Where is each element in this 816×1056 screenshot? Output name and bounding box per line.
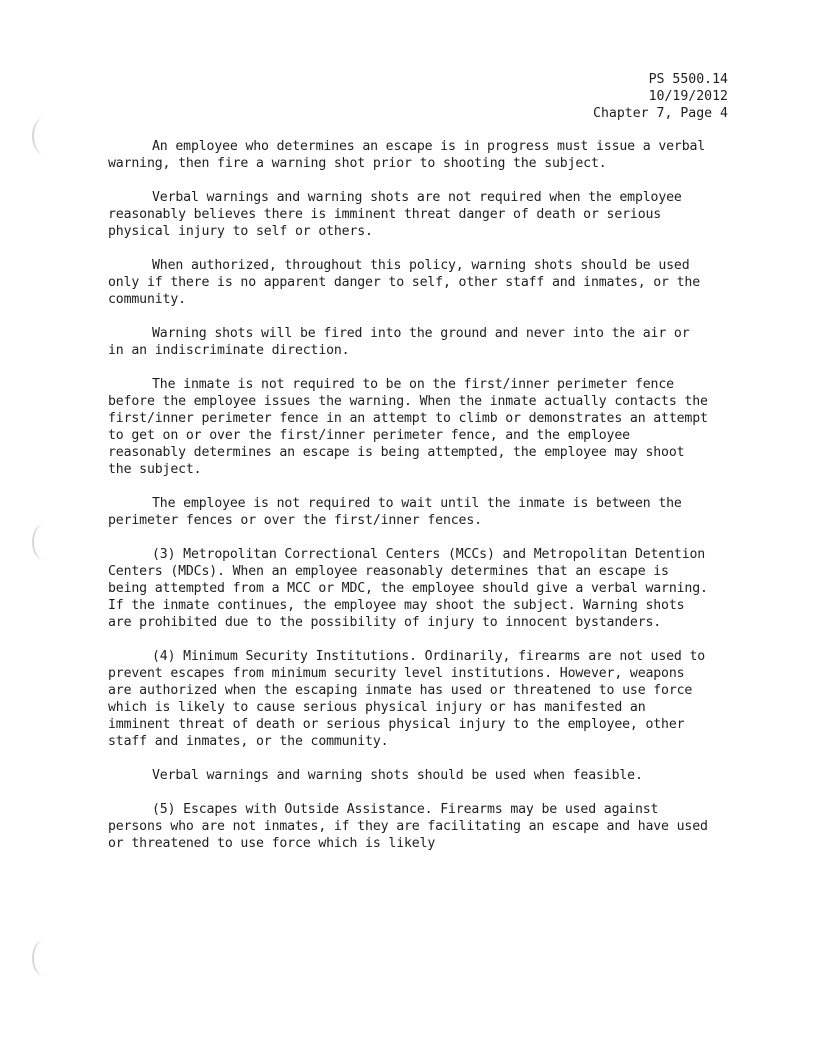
paragraph-outside-assistance: (5) Escapes with Outside Assistance. Firearms may be used against persons who are not inmates, if they are facilitating an escape and have used or threatened to use force which is likely	[108, 802, 708, 851]
paragraph-perimeter-fence: The inmate is not required to be on the first/inner perimeter fence before the employee issues the warning. When the inmate actually contacts the first/inner perimeter fence in an attempt to climb or demonstrates an attempt to get on or over the first/inner perimeter fence, and the employee reasonably determines an escape is being attempted, the employee may shoot the subject.	[108, 377, 708, 477]
chapter-page: Chapter 7, Page 4	[593, 106, 728, 121]
document-body	[108, 138, 708, 869]
paragraph-escape-warning: An employee who determines an escape is in progress must issue a verbal warning, then fire a warning shot prior to shooting the subject.	[108, 139, 706, 171]
doc-number: PS 5500.14	[648, 72, 728, 87]
punch-hole-bottom	[32, 940, 56, 976]
punch-hole-middle	[32, 524, 56, 560]
paragraph-imminent-threat: Verbal warnings and warning shots are not required when the employee reasonably believes there is imminent threat danger of death or serious physical injury to self or others.	[108, 190, 682, 239]
paragraph-authorized-warning-shots: When authorized, throughout this policy, warning shots should be used only if there is no apparent danger to self, other staff and inmates, or the community.	[108, 258, 701, 307]
punch-hole-top	[32, 118, 56, 154]
page-header	[593, 71, 728, 122]
paragraph-minimum-security: (4) Minimum Security Institutions. Ordinarily, firearms are not used to prevent escapes from minimum security level institutions. However, weapons are authorized when the escaping inmate has used or threatened to use force which is likely to cause serious physical injury or has manifested an imminent threat of death or serious physical injury to the employee, other staff and inmates, or the community.	[108, 649, 706, 749]
paragraph-mcc-mdc: (3) Metropolitan Correctional Centers (MCCs) and Metropolitan Detention Centers (MDCs). When an employee reasonably determines that an escape is being attempted from a MCC or MDC, the employee should give a verbal warning. If the inmate continues, the employee may shoot the subject. Warning shots are prohibited due to the possibility of injury to innocent bystanders.	[108, 547, 708, 630]
doc-date: 10/19/2012	[648, 89, 728, 104]
paragraph-warning-shot-direction: Warning shots will be fired into the ground and never into the air or in an indiscriminate direction.	[108, 326, 690, 358]
paragraph-wait-requirement: The employee is not required to wait until the inmate is between the perimeter fences or over the first/inner fences.	[108, 496, 682, 528]
paragraph-verbal-warnings: Verbal warnings and warning shots should be used when feasible.	[152, 768, 643, 783]
